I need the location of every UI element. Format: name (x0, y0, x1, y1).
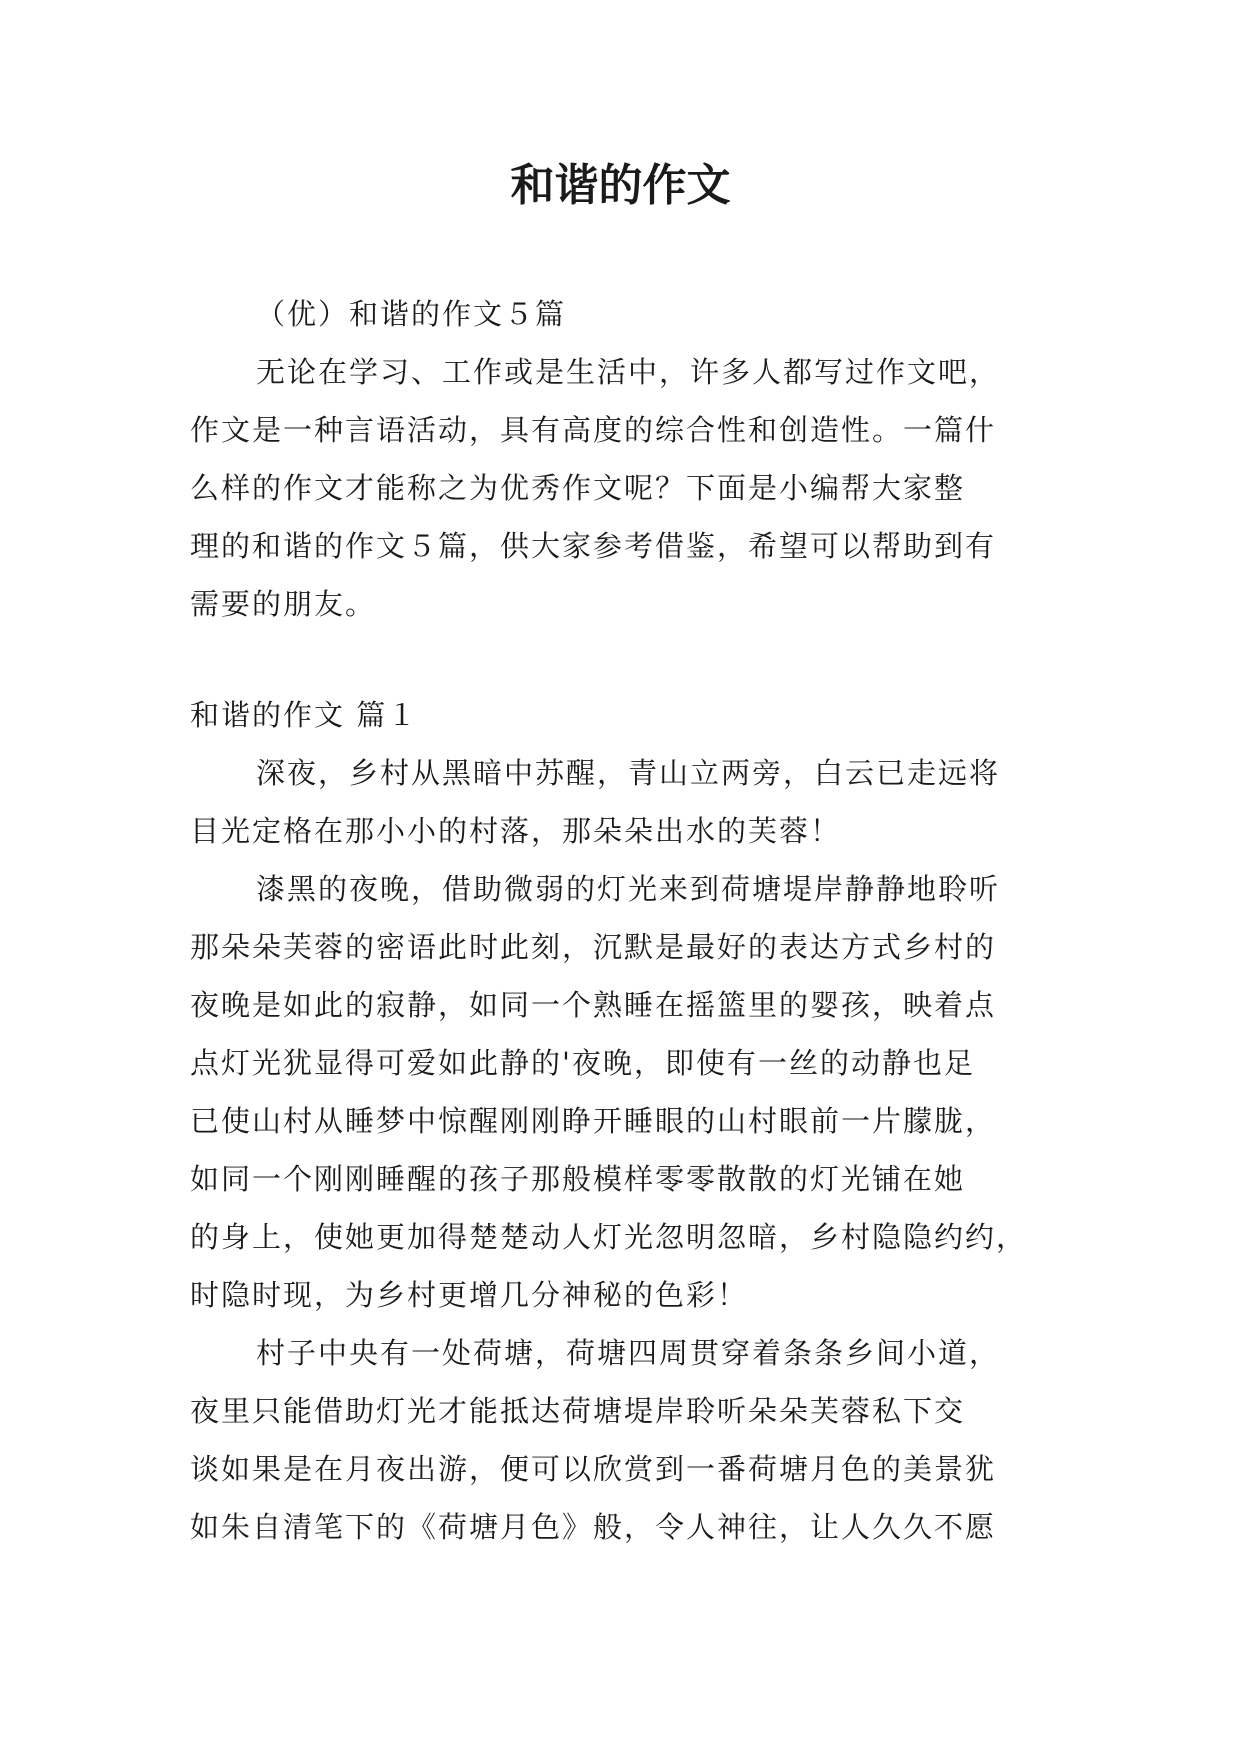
text-line: 谈如果是在月夜出游，便可以欣赏到一番荷塘月色的美景犹 (190, 1452, 997, 1486)
body-paragraph (190, 744, 1060, 860)
text-line: 夜晚是如此的寂静，如同一个熟睡在摇篮里的婴孩，映着点 (190, 988, 997, 1022)
text-line: 么样的作文才能称之为优秀作文呢？下面是小编帮大家整 (190, 471, 966, 505)
text-line: 的身上，使她更加得楚楚动人灯光忽明忽暗，乡村隐隐约约， (190, 1220, 1028, 1254)
text-line: 点灯光犹显得可爱如此静的'夜晚，即使有一丝的动静也足 (190, 1046, 975, 1080)
text-line: 理的和谐的作文５篇，供大家参考借鉴，希望可以帮助到有 (190, 529, 997, 563)
text-line: 如同一个刚刚睡醒的孩子那般模样零零散散的灯光铺在她 (190, 1162, 966, 1196)
document-body (190, 285, 1060, 1556)
section-heading: 和谐的作文 篇１ (190, 698, 419, 732)
text-line: 深夜，乡村从黑暗中苏醒，青山立两旁，白云已走远将 (256, 756, 1001, 790)
document-title: 和谐的作文 (510, 160, 731, 211)
text-line: 无论在学习、工作或是生活中，许多人都写过作文吧， (256, 355, 1001, 389)
intro-paragraph (190, 343, 1060, 633)
document-subtitle: （优）和谐的作文５篇 (256, 297, 567, 331)
text-line: 目光定格在那小小的村落，那朵朵出水的芙蓉！ (190, 814, 842, 848)
text-line: 需要的朋友。 (190, 587, 377, 621)
body-paragraph (190, 1324, 1060, 1556)
body-paragraph (190, 860, 1060, 1324)
text-line: 作文是一种言语活动，具有高度的综合性和创造性。一篇什 (190, 413, 997, 447)
text-line: 如朱自清笔下的《荷塘月色》般，令人神往，让人久久不愿 (190, 1510, 997, 1544)
text-line: 那朵朵芙蓉的密语此时此刻，沉默是最好的表达方式乡村的 (190, 930, 997, 964)
text-line: 已使山村从睡梦中惊醒刚刚睁开睡眼的山村眼前一片朦胧， (190, 1104, 997, 1138)
text-line: 村子中央有一处荷塘，荷塘四周贯穿着条条乡间小道， (256, 1336, 1001, 1370)
text-line: 夜里只能借助灯光才能抵达荷塘堤岸聆听朵朵芙蓉私下交 (190, 1394, 966, 1428)
text-line: 时隐时现，为乡村更增几分神秘的色彩！ (190, 1278, 749, 1312)
text-line: 漆黑的夜晚，借助微弱的灯光来到荷塘堤岸静静地聆听 (256, 872, 1001, 906)
